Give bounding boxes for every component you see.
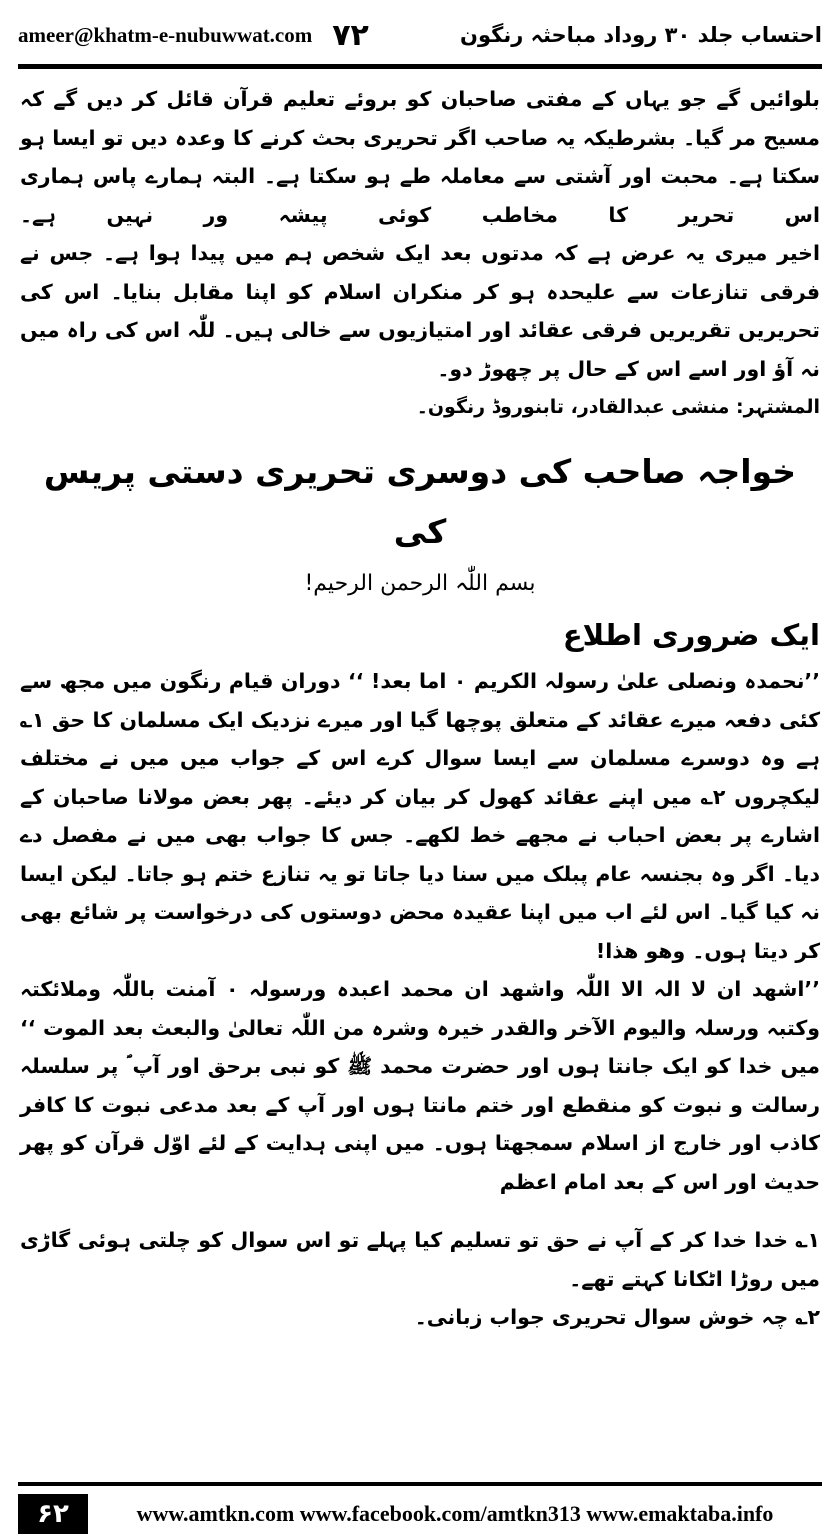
footer-links[interactable]: www.amtkn.com www.facebook.com/amtkn313 www.emaktaba.info [136,1501,774,1526]
section-heading: خواجہ صاحب کی دوسری تحریری دستی پریس کی [43,452,797,551]
closing-paragraph: اخیر میری یہ عرض ہے کہ مدتوں بعد ایک شخص ہم میں پیدا ہوا ہے۔ جس نے فرقی تنازعات سے علیحدہ ہو کر منکران اسلام کو اپنا مقابل بنایا۔ اس کی تحریریں تقریریں فرقی عقائد اور امتیازیوں سے خالی ہیں۔ للّٰہ اس کی راہ میں نہ آؤ اور اسے اس کے حال پر چھوڑ دو۔ [20,241,820,381]
header-page-number: ۷۲ [332,17,369,53]
intro-paragraph: بلوائیں گے جو یہاں کے مفتی صاحبان کو بروئے تعلیم قرآن قائل کر دیں گے کہ مسیح مر گیا۔ بشرطیکہ یہ صاحب اگر تحریری بحث کرنے کا وعدہ دیں تو ایسا ہو سکتا ہے۔ محبت اور آشتی سے معاملہ طے ہو سکتا ہے۔ البتہ ہمارے پاس ہماری اس تحریر کا مخاطب کوئی پیشہ ور نہیں ہے۔ [20,87,820,227]
section-paragraph-1: ’’نحمدہ ونصلی علیٰ رسولہ الکریم ۰ اما بعد! ‘‘ دوران قیام رنگون میں مجھ سے کئی دفعہ میرے عقائد کے متعلق پوچھا گیا اور میرے نزدیک ایک مسلمان کا حق ۱؎ ہے وہ دوسرے مسلمان سے ایسا سوال کرے اس کے جواب میں میں نے مختلف لیکچروں ۲؎ میں اپنے عقائد کھول کر بیان کر دیئے۔ پھر بعض مولانا صاحبان کے اشارے پر بعض احباب نے مجھے خط لکھے۔ جس کا جواب بھی میں نے مفصل دے دیا۔ اگر وہ بجنسہ عام پبلک میں سنا دیا جاتا تو یہ تنازع ختم ہو جاتا۔ لیکن ایسا نہ کیا گیا۔ اس لئے اب میں اپنا عقیدہ محض دوستوں کی درخواست پر شائع بھی کر دیتا ہوں۔ وھو ھذا! [20,669,820,963]
header-email: ameer@khatm-e-nubuwwat.com [18,22,313,47]
bismillah: بسم اللّٰہ الرحمن الرحیم! [304,571,536,596]
footnote-2: ۲؎ چہ خوش سوال تحریری جواب زبانی۔ [414,1305,820,1329]
header-book-title: احتساب جلد ۳۰ روداد مباحثہ رنگون [460,23,822,47]
footnote-1: ۱؎ خدا خدا کر کے آپ نے حق تو تسلیم کیا پہلے تو اس سوال کو چلتی ہوئی گاڑی میں روڑا اٹکانا کہتے تھے۔ [20,1228,820,1291]
signature: المشتہر: منشی عبدالقادر، تابنوروڈ رنگون۔ [416,396,820,418]
footnotes [20,1221,820,1337]
section-paragraph-2: ’’اشھد ان لا الہ الا اللّٰہ واشھد ان محمد اعبدہ ورسولہ ۰ آمنت باللّٰہ وملائکتہ وکتبہ ورسلہ والیوم الآخر والقدر خیرہ وشرہ من اللّٰہ تعالیٰ والبعث بعد الموت ‘‘ میں خدا کو ایک جانتا ہوں اور حضرت محمد ﷺ کو نبی برحق اور آپ ؐ پر سلسلہ رسالت و نبوت کو منقطع اور ختم مانتا ہوں اور آپ کے بعد مدعی نبوت کا کافر کاذب اور خارج از اسلام سمجھتا ہوں۔ میں اپنی ہدایت کے لئے اوّل قرآن کو پھر حدیث اور اس کے بعد امام اعظم [20,977,821,1194]
page-footer [18,1494,822,1534]
header-rule [18,64,822,69]
footer-page-number: ۶۲ [18,1494,88,1534]
page-header [18,12,822,58]
section-subheading: ایک ضروری اطلاع [562,618,820,652]
page-content [20,80,820,1337]
footer-rule [18,1482,822,1486]
